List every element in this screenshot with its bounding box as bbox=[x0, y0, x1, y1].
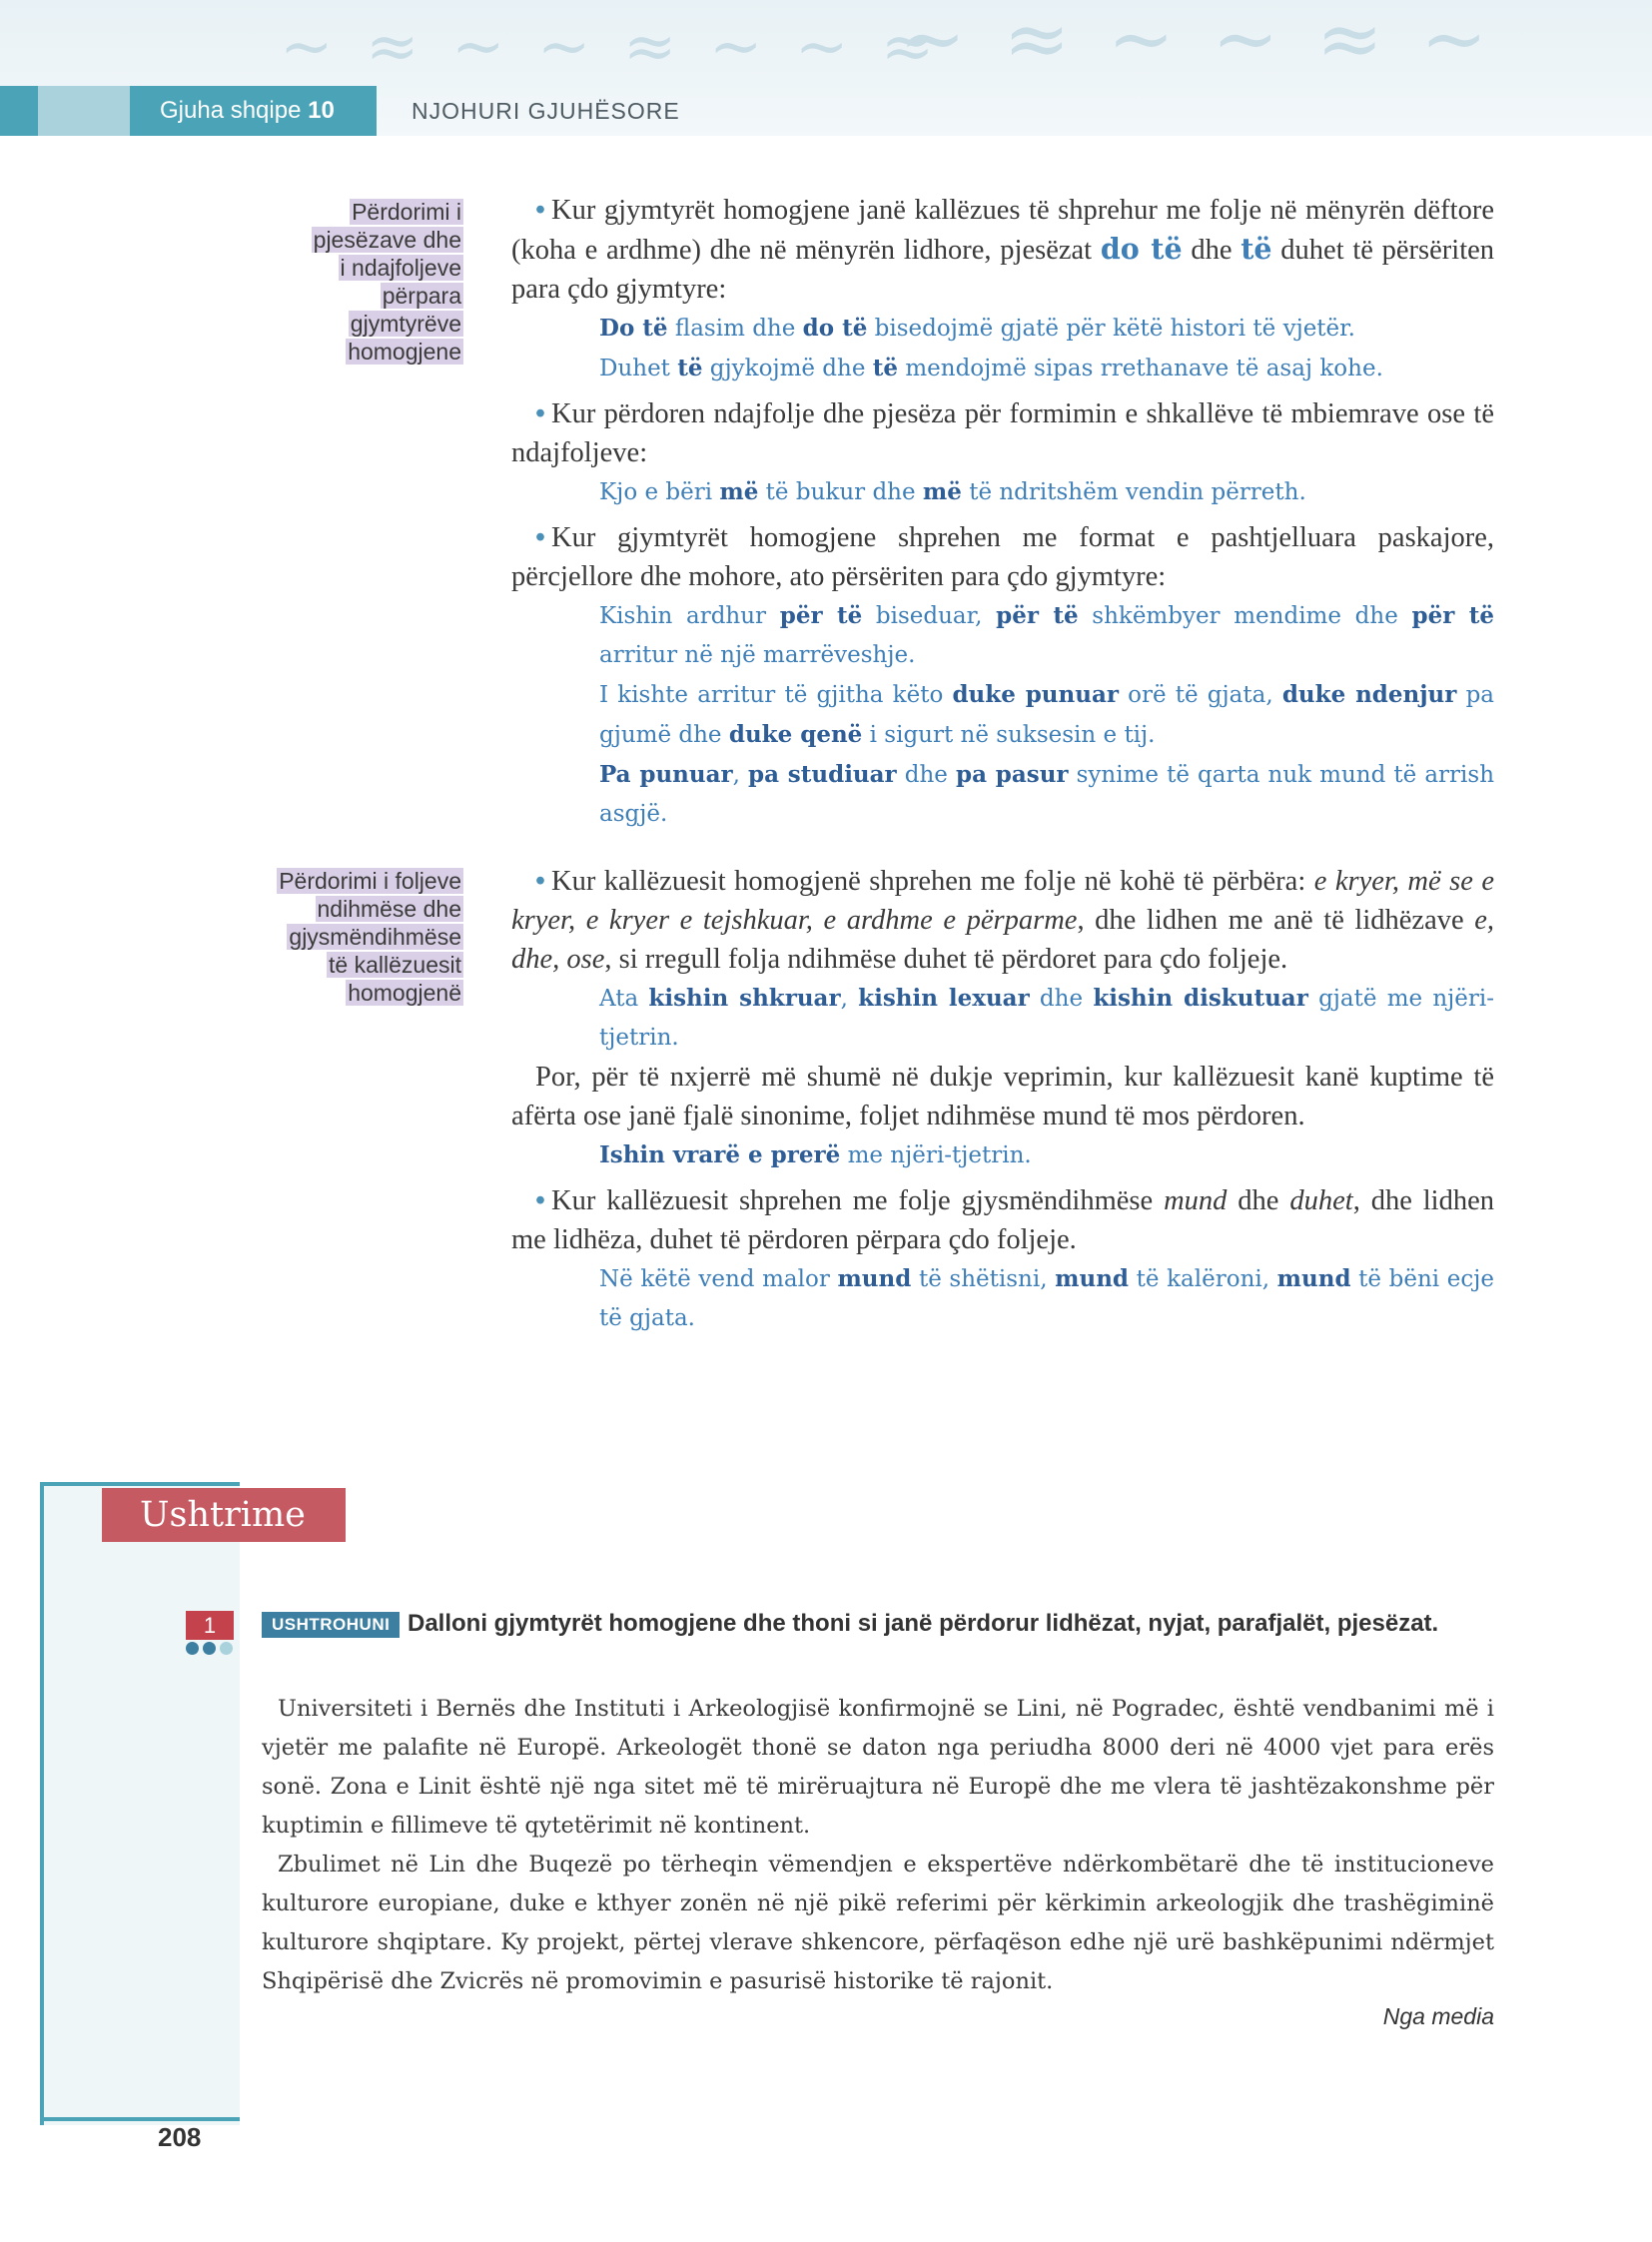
example-text: synime të qarta nuk mund të arrish asgjë. bbox=[599, 762, 1495, 827]
exercises-frame-bottom bbox=[40, 2117, 240, 2121]
example-keyword: duke ndenjur bbox=[1281, 681, 1457, 708]
rules-section-2 bbox=[511, 862, 1494, 1338]
example-keyword: duke qenë bbox=[728, 721, 863, 748]
exercises-frame bbox=[40, 1482, 240, 2125]
example-keyword: Pa punuar bbox=[599, 761, 733, 788]
side-label-auxiliary-verbs bbox=[277, 867, 463, 1007]
rule-text: Kur përdoren ndajfolje dhe pjesëza për formimin e shkallëve të mbiemrave ose të ndajfoljeve: bbox=[511, 398, 1494, 468]
exercise-instruction: Dalloni gjymtyrët homogjene dhe thoni si janë përdorur lidhëzat, nyjat, parafjalët, pjesëzat. bbox=[408, 1610, 1439, 1637]
reading-paragraph: Universiteti i Bernës dhe Instituti i Arkeologjisë konfirmojnë se Lini, në Pogradec, është vendbanimi më i vjetër me palafite në Europë. Arkeologët thonë se daton nga periudha 8000 deri në 4000 vjet para erës sonë. Zona e Linit është një nga sitet më të mirëruajtura në Europë dhe me vlera të jashtëzakonshme për kuptimin e fillimeve të qytetërimit në kontinent. bbox=[262, 1696, 1494, 1839]
side-label-line: përpara bbox=[382, 283, 461, 309]
rule-text: , dhe lidhen me lidhëza, duhet të përdoren përpara çdo foljeje. bbox=[511, 1185, 1494, 1255]
rule-text: , dhe lidhen me anë të lidhëzave bbox=[1077, 905, 1475, 936]
rule-text: dhe bbox=[1182, 235, 1241, 266]
example-text: i sigurt në suksesin e tij. bbox=[862, 722, 1156, 748]
example-text: të bëni ecje të gjata. bbox=[599, 1266, 1494, 1331]
example-keyword: Do të bbox=[599, 315, 668, 342]
example-text: me njëri-tjetrin. bbox=[840, 1142, 1032, 1168]
example-keyword: Ishin vrarë e prerë bbox=[599, 1141, 841, 1168]
header-accent-block bbox=[0, 86, 38, 136]
bullet-icon: • bbox=[535, 866, 545, 897]
example-text: Duhet bbox=[599, 356, 678, 381]
example-text: të kalëroni, bbox=[1129, 1266, 1277, 1292]
example-text: dhe bbox=[896, 762, 956, 788]
rule-italic-text: e, dhe, ose bbox=[511, 905, 1494, 975]
page-number: 208 bbox=[158, 2122, 202, 2152]
rules-section-1 bbox=[511, 191, 1494, 834]
example-sentence bbox=[599, 979, 1494, 1058]
rule-keyword: do të bbox=[1100, 232, 1183, 266]
rule-text: Kur gjymtyrët homogjene janë kallëzues të shprehur me folje në mënyrën dëftore (koha e ardhme) dhe në mënyrën lidhore, pjesëzat bbox=[511, 195, 1494, 266]
side-label-line: të kallëzuesit bbox=[329, 952, 461, 978]
rule-italic-text: mund bbox=[1164, 1185, 1228, 1216]
reading-paragraph: Zbulimet në Lin dhe Buqezë po tërheqin vëmendjen e ekspertëve ndërkombëtarë dhe të institucioneve kulturore europiane, duke e kthyer zonën në një pikë referimi për kërkimin arkeologjik dhe trashëgiminë kulturore shqiptare. Ky projekt, përtej vlerave shkencore, përfaqëson edhe një urë bashkëpunimi ndërmjet Shqipërisë dhe Zvicrës në promovimin e pasurisë historike të rajonit. bbox=[262, 1852, 1494, 1994]
rule-paragraph bbox=[511, 394, 1494, 472]
book-title-text: Gjuha shqipe bbox=[160, 97, 302, 124]
example-keyword: të bbox=[677, 355, 703, 381]
exercises-title: Ushtrime bbox=[102, 1488, 346, 1542]
difficulty-dot-icon bbox=[220, 1642, 233, 1655]
exercise-tag: USHTROHUNI bbox=[262, 1612, 400, 1638]
rule-text: duhet të përsëriten para çdo gjymtyre: bbox=[511, 235, 1495, 305]
side-label-line: homogjene bbox=[348, 339, 461, 365]
rule-text: Por, për të nxjerrë më shumë në dukje veprimin, kur kallëzuesit kanë kuptime të afërta ose janë fjalë sinonime, foljet ndihmëse mund të mos përdoren. bbox=[511, 1062, 1494, 1131]
bullet-icon: • bbox=[535, 1185, 545, 1216]
example-keyword: për të bbox=[996, 602, 1079, 629]
example-sentence bbox=[599, 1259, 1494, 1338]
rule-text: Kur kallëzuesit shprehen me folje gjysmëndihmëse bbox=[550, 1185, 1165, 1216]
difficulty-dot-icon bbox=[203, 1642, 216, 1655]
example-text: orë të gjata, bbox=[1118, 682, 1282, 708]
example-text: Kishin ardhur bbox=[599, 603, 780, 629]
header-decoration: ∼ ≈ ~ ∼ ≈ ~ bbox=[899, 0, 1494, 85]
example-sentence bbox=[599, 596, 1494, 675]
difficulty-dot-icon bbox=[186, 1642, 199, 1655]
example-keyword: kishin shkruar bbox=[648, 985, 841, 1012]
side-label-line: gjymtyrëve bbox=[350, 311, 461, 337]
example-text: Në këtë vend malor bbox=[599, 1266, 838, 1292]
example-keyword: pa studiuar bbox=[748, 761, 897, 788]
example-text: arritur në një marrëveshje. bbox=[599, 642, 916, 668]
example-text: Ata bbox=[599, 986, 649, 1012]
rule-italic-text: duhet bbox=[1289, 1185, 1353, 1216]
example-keyword: më bbox=[719, 478, 759, 505]
example-text: I kishte arritur të gjitha këto bbox=[599, 682, 953, 708]
exercise-number-badge: 1 bbox=[186, 1611, 234, 1640]
rule-paragraph bbox=[511, 518, 1494, 596]
header-decoration: ~ ≈ ∼ ~ ≈ ∼ ~ ≈ bbox=[280, 10, 941, 84]
side-label-line: ndihmëse dhe bbox=[317, 896, 461, 922]
example-text: të shëtisni, bbox=[911, 1266, 1056, 1292]
rule-paragraph bbox=[511, 191, 1494, 309]
example-keyword: mund bbox=[1055, 1265, 1130, 1292]
example-text: flasim dhe bbox=[667, 316, 803, 342]
example-keyword: duke punuar bbox=[952, 681, 1119, 708]
rule-italic-text: e kryer, më se e kryer, e kryer e tejshkuar, e ardhme e përparme bbox=[511, 866, 1494, 936]
example-keyword: për të bbox=[1411, 602, 1494, 629]
bullet-icon: • bbox=[535, 522, 545, 553]
book-number: 10 bbox=[308, 97, 335, 124]
side-label-line: pjesëzave dhe bbox=[313, 227, 461, 253]
rule-text: Kur kallëzuesit homogjenë shprehen me folje në kohë të përbëra: bbox=[550, 866, 1314, 897]
example-keyword: të bbox=[872, 355, 899, 381]
example-sentence bbox=[599, 309, 1494, 349]
rule-paragraph bbox=[511, 862, 1494, 979]
side-label-line: homogjenë bbox=[348, 980, 461, 1006]
example-text: Kjo e bëri bbox=[599, 479, 720, 505]
side-label-line: i ndajfoljeve bbox=[340, 255, 461, 281]
example-keyword: do të bbox=[802, 315, 868, 342]
difficulty-dots bbox=[186, 1642, 233, 1655]
example-text: gjykojmë dhe bbox=[702, 356, 873, 381]
exercise-reading-text bbox=[262, 1690, 1494, 2001]
side-label-particles bbox=[312, 198, 463, 366]
book-title bbox=[160, 97, 335, 125]
example-sentence bbox=[599, 675, 1494, 755]
header-accent-block bbox=[38, 86, 130, 136]
example-text: gjatë me njëri-tjetrin. bbox=[599, 986, 1495, 1051]
side-label-line: Përdorimi i bbox=[352, 199, 461, 225]
reading-source: Nga media bbox=[1382, 2003, 1494, 2029]
bullet-icon: • bbox=[535, 195, 545, 226]
example-keyword: mund bbox=[837, 1265, 912, 1292]
example-text: pa gjumë dhe bbox=[599, 682, 1495, 748]
rule-paragraph bbox=[511, 1181, 1494, 1259]
bullet-icon: • bbox=[535, 398, 545, 429]
side-label-line: Përdorimi i foljeve bbox=[279, 868, 461, 894]
rule-text: Kur gjymtyrët homogjene shprehen me format e pashtjelluara paskajore, përcjellore dhe mohore, ato përsëriten para çdo gjymtyre: bbox=[511, 522, 1494, 592]
example-keyword: pa pasur bbox=[956, 761, 1069, 788]
example-keyword: më bbox=[922, 478, 962, 505]
example-sentence bbox=[599, 349, 1494, 388]
example-text: të bukur dhe bbox=[758, 479, 923, 505]
example-sentence bbox=[599, 1135, 1494, 1175]
example-text: bisedojmë gjatë për këtë histori të vjetër. bbox=[867, 316, 1355, 342]
side-label-line: gjysmëndihmëse bbox=[289, 924, 461, 950]
example-text: dhe bbox=[1029, 986, 1094, 1012]
rule-text: , si rregull folja ndihmëse duhet të përdoret para çdo foljeje. bbox=[604, 944, 1288, 975]
example-text: , bbox=[732, 762, 749, 788]
rule-keyword: të bbox=[1240, 232, 1272, 266]
example-text: mendojmë sipas rrethanave të asaj kohe. bbox=[898, 356, 1383, 381]
example-keyword: kishin diskutuar bbox=[1093, 985, 1308, 1012]
example-text: , bbox=[840, 986, 859, 1012]
example-keyword: kishin lexuar bbox=[858, 985, 1030, 1012]
example-text: shkëmbyer mendime dhe bbox=[1078, 603, 1412, 629]
rule-paragraph bbox=[511, 1058, 1494, 1135]
example-keyword: për të bbox=[779, 602, 863, 629]
example-keyword: mund bbox=[1276, 1265, 1351, 1292]
example-sentence bbox=[599, 472, 1494, 512]
example-text: biseduar, bbox=[862, 603, 997, 629]
rule-text: dhe bbox=[1227, 1185, 1290, 1216]
section-title: NJOHURI GJUHËSORE bbox=[412, 98, 680, 124]
example-sentence bbox=[599, 755, 1494, 834]
example-text: të ndritshëm vendin përreth. bbox=[961, 479, 1306, 505]
